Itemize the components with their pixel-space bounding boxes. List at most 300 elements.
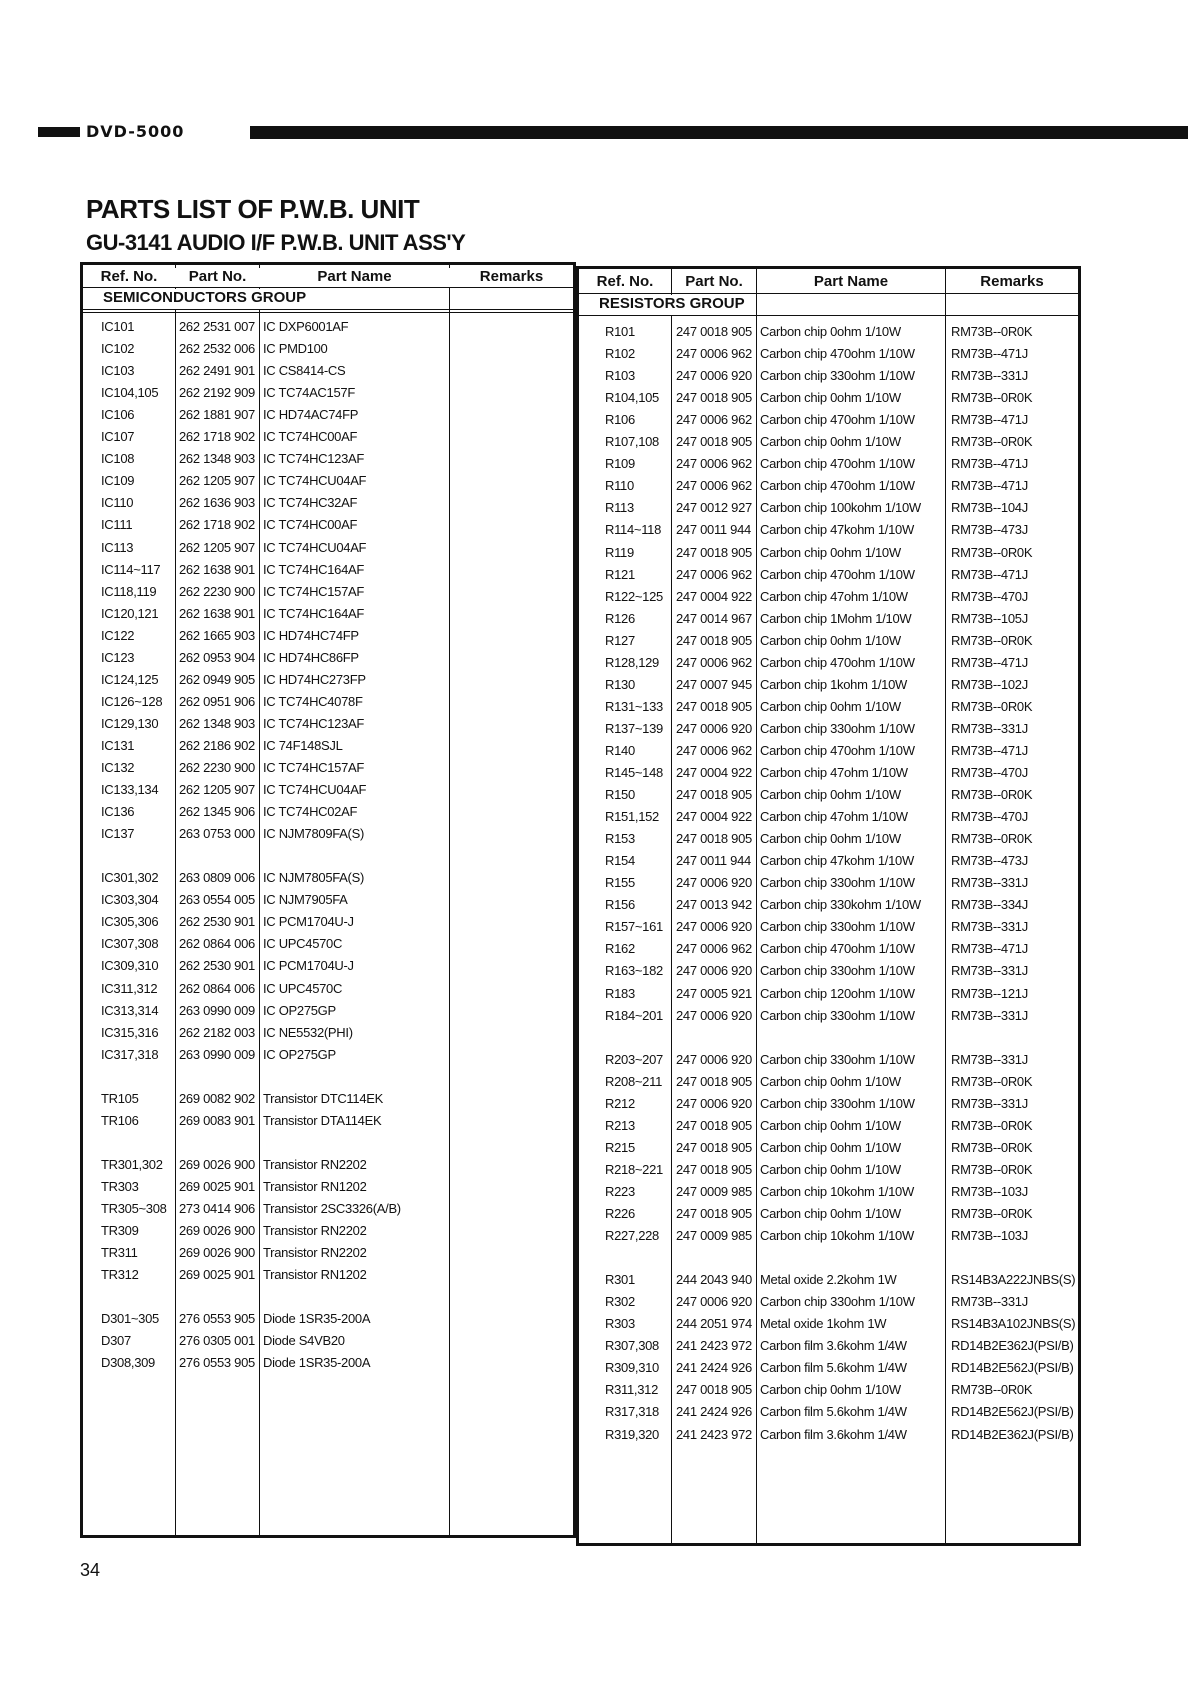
group-label: SEMICONDUCTORS GROUP [103, 289, 307, 306]
remarks-cell: RM73B--0R0K [951, 1206, 1033, 1221]
ref-cell: R128,129 [605, 654, 659, 670]
part-no-cell: 247 0006 962 [676, 478, 752, 494]
header-name: Part Name [813, 273, 889, 290]
part-no-cell: 247 0006 962 [676, 566, 752, 582]
table-row [83, 385, 573, 405]
part-name-cell: Carbon film 3.6kohm 1/4W [760, 1426, 907, 1442]
header-remarks: Remarks [479, 268, 544, 285]
part-no-cell: 247 0018 905 [676, 434, 752, 450]
ref-cell: IC114~117 [101, 561, 161, 577]
table-row [579, 1316, 1078, 1336]
table-row [579, 589, 1078, 609]
remarks-cell: RM73B--471J [951, 456, 1028, 472]
table-row [83, 473, 573, 493]
part-name-cell: IC TC74HC32AF [263, 495, 358, 511]
ref-cell: R213 [605, 1117, 635, 1133]
table-row [579, 831, 1078, 851]
ref-cell: IC120,121 [101, 605, 159, 621]
ref-cell: R121 [605, 566, 635, 582]
part-no-cell: 269 0025 901 [179, 1267, 255, 1283]
table-row [83, 826, 573, 846]
part-no-cell: 262 2230 900 [179, 583, 255, 599]
table-row [579, 1140, 1078, 1160]
part-name-cell: IC TC74HC00AF [263, 517, 358, 533]
remarks-cell: RM73B--470J [951, 809, 1028, 825]
part-name-cell: Carbon chip 0ohm 1/10W [760, 434, 901, 450]
table-row [579, 743, 1078, 763]
remarks-cell: RM73B--470J [951, 588, 1028, 604]
part-name-cell: Transistor 2SC3326(A/B) [263, 1201, 401, 1216]
ref-cell: TR301,302 [101, 1156, 163, 1172]
table-row [83, 914, 573, 934]
remarks-cell: RM73B--331J [951, 1007, 1028, 1023]
table-row [579, 478, 1078, 498]
part-name-cell: Carbon chip 470ohm 1/10W [760, 654, 915, 670]
table-row [579, 434, 1078, 454]
ref-cell: D307 [101, 1333, 131, 1349]
part-name-cell: Transistor RN2202 [263, 1156, 367, 1172]
ref-cell: R110 [605, 478, 634, 494]
ref-cell: R131~133 [605, 698, 663, 714]
part-no-cell: 247 0014 967 [676, 610, 752, 626]
table-header [83, 268, 573, 288]
part-name-cell: IC 74F148SJL [263, 737, 343, 753]
remarks-cell: RM73B--471J [951, 478, 1028, 494]
part-no-cell: 263 0809 006 [179, 870, 255, 886]
table-row [579, 875, 1078, 895]
table-row [83, 782, 573, 802]
part-no-cell: 247 0006 962 [676, 654, 752, 670]
part-name-cell: Transistor RN1202 [263, 1178, 367, 1194]
part-name-cell: Carbon chip 0ohm 1/10W [760, 787, 901, 803]
table-row [83, 407, 573, 427]
table-header [579, 273, 1078, 293]
part-no-cell: 247 0006 920 [676, 1095, 752, 1111]
part-name-cell: IC TC74HC00AF [263, 429, 358, 445]
table-row [579, 545, 1078, 565]
table-row [83, 1003, 573, 1023]
part-no-cell: 247 0018 905 [676, 831, 752, 847]
part-no-cell: 247 0006 920 [676, 720, 752, 736]
part-no-cell: 262 2491 901 [179, 363, 255, 379]
ref-cell: R154 [605, 853, 635, 869]
part-name-cell: IC HD74HC74FP [263, 627, 359, 643]
ref-cell: R302 [605, 1294, 635, 1310]
part-no-cell: 241 2424 926 [676, 1404, 752, 1420]
table-row [83, 1245, 573, 1265]
part-no-cell: 269 0083 901 [179, 1112, 255, 1128]
ref-cell: R113 [605, 500, 634, 516]
part-name-cell: Carbon chip 470ohm 1/10W [760, 346, 915, 362]
table-row [579, 456, 1078, 476]
part-name-cell: IC TC74HC4078F [263, 693, 363, 709]
remarks-cell: RM73B--471J [951, 412, 1028, 428]
ref-cell: R151,152 [605, 809, 659, 825]
remarks-cell: RM73B--331J [951, 1095, 1028, 1111]
ref-cell: R203~207 [605, 1051, 663, 1067]
table-row [83, 606, 573, 626]
table-row [579, 677, 1078, 697]
table-row [83, 650, 573, 670]
ref-cell: R126 [605, 610, 635, 626]
part-no-cell: 262 2530 901 [179, 958, 255, 974]
part-no-cell: 247 0006 920 [676, 963, 752, 979]
ref-cell: IC307,308 [101, 936, 159, 952]
part-name-cell: IC TC74HCU04AF [263, 473, 367, 489]
part-name-cell: IC OP275GP [263, 1046, 336, 1062]
resistors-table [576, 266, 1081, 1546]
part-name-cell: Carbon chip 0ohm 1/10W [760, 390, 901, 406]
part-no-cell: 247 0018 905 [676, 632, 752, 648]
part-name-cell: Carbon chip 330ohm 1/10W [760, 963, 915, 979]
part-name-cell: Carbon chip 0ohm 1/10W [760, 324, 901, 339]
remarks-cell: RM73B--331J [951, 963, 1028, 979]
table-row [83, 540, 573, 560]
part-no-cell: 247 0018 905 [676, 1139, 752, 1155]
table-row [579, 346, 1078, 366]
table-row [579, 1272, 1078, 1292]
ref-cell: TR311 [101, 1245, 138, 1261]
part-no-cell: 262 1205 907 [179, 782, 255, 798]
part-no-cell: 241 2423 972 [676, 1426, 752, 1442]
ref-cell: R301 [605, 1272, 635, 1288]
table-row [83, 981, 573, 1001]
part-name-cell: IC HD74HC273FP [263, 671, 366, 687]
ref-cell: R114~118 [605, 522, 662, 538]
ref-cell: R226 [605, 1206, 635, 1221]
part-name-cell: IC CS8414-CS [263, 363, 346, 379]
remarks-cell: RM73B--473J [951, 522, 1028, 538]
part-no-cell: 262 2186 902 [179, 737, 255, 753]
part-name-cell: Carbon chip 470ohm 1/10W [760, 566, 915, 582]
part-name-cell: Carbon chip 330ohm 1/10W [760, 875, 915, 891]
part-no-cell: 247 0018 905 [676, 787, 752, 803]
part-name-cell: IC NJM7809FA(S) [263, 826, 364, 842]
part-no-cell: 247 0006 920 [676, 1051, 752, 1067]
part-no-cell: 262 1718 902 [179, 517, 255, 533]
part-no-cell: 247 0009 985 [676, 1183, 752, 1199]
part-name-cell: Carbon chip 120ohm 1/10W [760, 985, 915, 1001]
part-no-cell: 247 0018 905 [676, 390, 752, 406]
ref-cell: R223 [605, 1183, 635, 1199]
part-name-cell: Carbon chip 470ohm 1/10W [760, 478, 915, 494]
table-row [579, 633, 1078, 653]
table-row [579, 897, 1078, 917]
ref-cell: IC313,314 [101, 1002, 159, 1018]
ref-cell: TR312 [101, 1267, 139, 1283]
table-row [579, 1360, 1078, 1380]
part-name-cell: Carbon chip 47ohm 1/10W [760, 809, 908, 825]
part-name-cell: Carbon chip 330ohm 1/10W [760, 1294, 915, 1310]
table-row [83, 1289, 573, 1309]
part-name-cell: Transistor RN1202 [263, 1267, 367, 1283]
table-row [579, 721, 1078, 741]
header-name: Part Name [317, 268, 392, 285]
ref-cell: R156 [605, 897, 635, 913]
ref-cell: TR105 [101, 1090, 139, 1106]
header-ref: Ref. No. [596, 273, 654, 290]
part-name-cell: Diode S4VB20 [263, 1333, 345, 1349]
ref-cell: R107,108 [605, 434, 659, 450]
part-name-cell: Carbon chip 0ohm 1/10W [760, 698, 901, 714]
part-no-cell: 276 0305 001 [179, 1333, 255, 1349]
part-name-cell: IC PCM1704U-J [263, 914, 354, 930]
ref-cell: R145~148 [605, 765, 663, 780]
part-no-cell: 273 0414 906 [179, 1201, 255, 1216]
ref-cell: IC311,312 [101, 980, 158, 996]
part-name-cell: Carbon film 3.6kohm 1/4W [760, 1338, 907, 1354]
part-no-cell: 262 2230 900 [179, 760, 255, 775]
part-name-cell: Diode 1SR35-200A [263, 1311, 371, 1327]
part-name-cell: Carbon chip 10kohm 1/10W [760, 1183, 914, 1199]
table-row [579, 1404, 1078, 1424]
table-row [83, 451, 573, 471]
part-no-cell: 276 0553 905 [179, 1311, 255, 1327]
table-row [83, 1091, 573, 1111]
header-remarks: Remarks [980, 273, 1044, 290]
table-row [83, 694, 573, 714]
part-no-cell: 262 1881 907 [179, 407, 255, 423]
table-row [83, 738, 573, 758]
ref-cell: IC131 [101, 737, 135, 753]
group-rule [579, 315, 1078, 316]
remarks-cell: RM73B--471J [951, 742, 1028, 758]
part-no-cell: 247 0004 922 [676, 588, 752, 604]
table-row [579, 368, 1078, 388]
ref-cell: IC113 [101, 539, 134, 555]
table-row [579, 1206, 1078, 1226]
header-part: Part No. [188, 268, 247, 285]
remarks-cell: RM73B--331J [951, 875, 1028, 891]
table-row [83, 1179, 573, 1199]
part-no-cell: 262 1638 901 [179, 561, 255, 577]
part-no-cell: 262 2532 006 [179, 341, 255, 357]
part-no-cell: 247 0006 920 [676, 1007, 752, 1023]
table-row [579, 941, 1078, 961]
part-name-cell: IC OP275GP [263, 1002, 336, 1018]
part-no-cell: 262 2531 007 [179, 319, 255, 334]
part-no-cell: 262 0864 006 [179, 936, 255, 952]
part-name-cell: Carbon chip 0ohm 1/10W [760, 1382, 901, 1398]
table-row [579, 1382, 1078, 1402]
remarks-cell: RD14B2E362J(PSI/B) [951, 1338, 1074, 1354]
remarks-cell: RM73B--0R0K [951, 1117, 1033, 1133]
ref-cell: R103 [605, 368, 635, 384]
remarks-cell: RM73B--331J [951, 720, 1028, 736]
part-name-cell: IC TC74HCU04AF [263, 782, 367, 798]
table-row [83, 628, 573, 648]
part-no-cell: 247 0011 944 [676, 522, 751, 538]
ref-cell: IC315,316 [101, 1024, 159, 1040]
part-no-cell: 263 0990 009 [179, 1002, 255, 1018]
part-no-cell: 247 0011 944 [676, 853, 751, 869]
remarks-cell: RM73B--0R0K [951, 434, 1033, 450]
part-name-cell: IC TC74HC123AF [263, 451, 365, 467]
part-name-cell: IC DXP6001AF [263, 319, 349, 334]
part-name-cell: IC UPC4570C [263, 980, 343, 996]
table-row [83, 584, 573, 604]
part-no-cell: 247 0018 905 [676, 1206, 752, 1221]
part-no-cell: 247 0009 985 [676, 1228, 752, 1244]
part-no-cell: 247 0012 927 [676, 500, 752, 516]
part-no-cell: 247 0006 920 [676, 875, 752, 891]
remarks-cell: RM73B--0R0K [951, 390, 1033, 406]
part-name-cell: Carbon chip 330kohm 1/10W [760, 897, 921, 913]
table-row [83, 1311, 573, 1331]
part-no-cell: 247 0006 962 [676, 742, 752, 758]
table-row [83, 1157, 573, 1177]
part-name-cell: IC PMD100 [263, 341, 328, 357]
part-name-cell: IC NE5532(PHI) [263, 1024, 353, 1040]
ref-cell: R106 [605, 412, 635, 428]
remarks-cell: RS14B3A222JNBS(S) [951, 1272, 1076, 1288]
remarks-cell: RM73B--331J [951, 1051, 1028, 1067]
remarks-cell: RM73B--0R0K [951, 787, 1033, 803]
remarks-cell: RM73B--121J [951, 985, 1028, 1001]
remarks-cell: RM73B--471J [951, 566, 1028, 582]
part-name-cell: Carbon chip 330ohm 1/10W [760, 720, 915, 736]
part-name-cell: IC TC74HCU04AF [263, 539, 367, 555]
ref-cell: R109 [605, 456, 635, 472]
remarks-cell: RM73B--0R0K [951, 632, 1033, 648]
ref-cell: IC111 [101, 517, 133, 533]
table-row [579, 1294, 1078, 1314]
table-row [579, 963, 1078, 983]
part-name-cell: Transistor DTC114EK [263, 1090, 384, 1106]
part-name-cell: Transistor DTA114EK [263, 1112, 382, 1128]
ref-cell: IC305,306 [101, 914, 159, 930]
ref-cell: D301~305 [101, 1311, 159, 1327]
header-rule [250, 126, 1188, 139]
remarks-cell: RD14B2E562J(PSI/B) [951, 1404, 1074, 1420]
part-no-cell: 269 0026 900 [179, 1245, 255, 1261]
part-no-cell: 262 1205 907 [179, 539, 255, 555]
table-row [83, 1113, 573, 1133]
part-name-cell: IC UPC4570C [263, 936, 343, 952]
table-row [83, 958, 573, 978]
part-name-cell: IC TC74HC164AF [263, 561, 365, 577]
part-no-cell: 247 0013 942 [676, 897, 752, 913]
part-name-cell: Carbon chip 470ohm 1/10W [760, 412, 915, 428]
table-row [83, 804, 573, 824]
table-row [83, 1333, 573, 1353]
ref-cell: R153 [605, 831, 635, 847]
ref-cell: R184~201 [605, 1007, 663, 1023]
part-name-cell: Carbon chip 0ohm 1/10W [760, 831, 901, 847]
part-name-cell: Carbon chip 1kohm 1/10W [760, 676, 908, 692]
ref-cell: IC122 [101, 627, 135, 643]
part-name-cell: Carbon chip 0ohm 1/10W [760, 1139, 901, 1155]
part-no-cell: 269 0026 900 [179, 1156, 255, 1172]
header-block [38, 127, 80, 137]
part-name-cell: Carbon chip 0ohm 1/10W [760, 1206, 901, 1221]
ref-cell: R183 [605, 985, 635, 1001]
ref-cell: R215 [605, 1139, 635, 1155]
part-no-cell: 269 0025 901 [179, 1178, 255, 1194]
ref-cell: IC303,304 [101, 892, 159, 908]
part-no-cell: 262 0951 906 [179, 693, 255, 709]
ref-cell: R311,312 [605, 1382, 659, 1398]
part-name-cell: IC TC74HC02AF [263, 804, 358, 820]
part-name-cell: Carbon chip 47ohm 1/10W [760, 765, 908, 780]
ref-cell: IC103 [101, 363, 135, 379]
table-row [83, 936, 573, 956]
ref-cell: IC126~128 [101, 693, 163, 709]
part-name-cell: Carbon chip 470ohm 1/10W [760, 456, 915, 472]
ref-cell: R102 [605, 346, 635, 362]
remarks-cell: RM73B--0R0K [951, 1382, 1033, 1398]
part-no-cell: 247 0004 922 [676, 809, 752, 825]
part-name-cell: IC PCM1704U-J [263, 958, 354, 974]
part-no-cell: 241 2424 926 [676, 1360, 752, 1376]
ref-cell: R317,318 [605, 1404, 659, 1420]
table-row [579, 655, 1078, 675]
table-row [83, 1047, 573, 1067]
table-row [83, 1223, 573, 1243]
part-name-cell: Carbon chip 330ohm 1/10W [760, 368, 915, 384]
part-no-cell: 269 0026 900 [179, 1223, 255, 1239]
ref-cell: R119 [605, 544, 634, 560]
ref-cell: R101 [605, 324, 635, 339]
table-row [83, 1267, 573, 1287]
group-rule [83, 312, 573, 313]
table-row [579, 1118, 1078, 1138]
header-bar [38, 124, 1188, 140]
ref-cell: D308,309 [101, 1355, 155, 1371]
remarks-cell: RM73B--471J [951, 654, 1028, 670]
table-row [83, 363, 573, 383]
table-row [83, 517, 573, 537]
part-name-cell: IC TC74AC157F [263, 385, 355, 401]
table-row [83, 1135, 573, 1155]
ref-cell: IC110 [101, 495, 134, 511]
table-row [579, 1427, 1078, 1447]
remarks-cell: RM73B--471J [951, 346, 1028, 362]
table-row [579, 522, 1078, 542]
ref-cell: IC106 [101, 407, 135, 423]
ref-cell: R212 [605, 1095, 635, 1111]
table-row [579, 1162, 1078, 1182]
part-no-cell: 262 0949 905 [179, 671, 255, 687]
header-part: Part No. [685, 273, 743, 290]
ref-cell: IC309,310 [101, 958, 159, 974]
part-no-cell: 247 0006 962 [676, 346, 752, 362]
part-no-cell: 247 0006 920 [676, 368, 752, 384]
table-row [579, 765, 1078, 785]
header-ref: Ref. No. [100, 268, 158, 285]
ref-cell: IC124,125 [101, 671, 159, 687]
part-name-cell: IC HD74HC86FP [263, 649, 359, 665]
remarks-cell: RM73B--473J [951, 853, 1028, 869]
table-row [579, 500, 1078, 520]
header-rule [83, 287, 573, 288]
table-row [83, 672, 573, 692]
semiconductors-table [80, 262, 576, 1538]
ref-cell: IC108 [101, 451, 135, 467]
table-row [579, 611, 1078, 631]
ref-cell: TR309 [101, 1223, 139, 1239]
part-name-cell: IC TC74HC157AF [263, 583, 365, 599]
table-row [579, 324, 1078, 344]
page-subtitle: GU-3141 AUDIO I/F P.W.B. UNIT ASS'Y [86, 230, 466, 255]
part-name-cell: Carbon chip 330ohm 1/10W [760, 919, 915, 935]
part-no-cell: 262 1665 903 [179, 627, 255, 643]
ref-cell: R137~139 [605, 720, 663, 736]
remarks-cell: RM73B--0R0K [951, 1073, 1033, 1089]
part-no-cell: 247 0006 920 [676, 1294, 752, 1310]
remarks-cell: RD14B2E362J(PSI/B) [951, 1426, 1074, 1442]
table-row [579, 567, 1078, 587]
